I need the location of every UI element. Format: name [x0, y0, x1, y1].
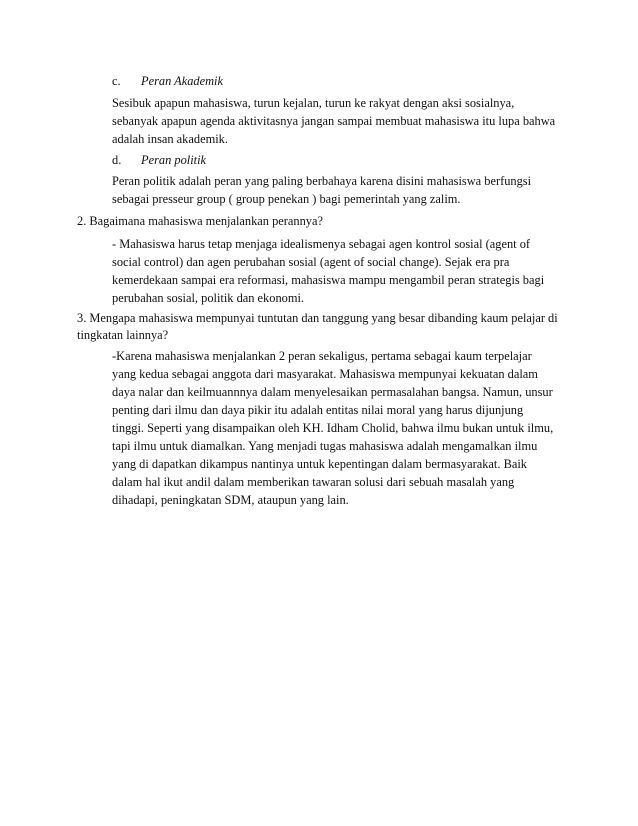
answer-2-line: kemerdekaan sampai era reformasi, mahasiswa mampu mengambil peran strategis bagi [112, 273, 545, 287]
answer-2-line: social control) dan agen perubahan sosial (agent of social change). Sejak era pra [112, 255, 510, 269]
answer-3-line: yang di dapatkan dikampus nantinya untuk kepentingan dalam bermasyarakat. Baik [112, 457, 527, 471]
answer-3-line: daya nalar dan keilmuannnya dalam menyelesaikan permasalahan bangsa. Namun, unsur [112, 385, 553, 399]
section-c-heading [112, 73, 223, 89]
answer-3-line: dihadapi, peningkatan SDM, ataupun yang lain. [112, 493, 349, 507]
answer-3-line: dalam hal ikut andil dalam memberikan tawaran solusi dari sebuah masalah yang [112, 475, 515, 489]
answer-3-line: yang kedua sebagai anggota dari masyarakat. Mahasiswa mempunyai kekuatan dalam [112, 367, 538, 381]
section-c-title: Peran Akademik [141, 74, 224, 88]
answer-3-line: tapi ilmu untuk diamalkan. Yang menjadi tugas mahasiswa adalah mengamalkan ilmu [112, 439, 538, 453]
section-c-line: adalah insan akademik. [112, 132, 228, 146]
section-c-marker: c. [112, 74, 121, 88]
answer-3-line: -Karena mahasiswa menjalankan 2 peran sekaligus, pertama sebagai kaum terpelajar [112, 349, 532, 363]
question-2: 2. Bagaimana mahasiswa menjalankan perannya? [77, 214, 323, 228]
answer-2-line: - Mahasiswa harus tetap menjaga idealismenya sebagai agen kontrol sosial (agent of [112, 237, 531, 251]
answer-3-line: tinggi. Seperti yang disampaikan oleh KH. Idham Cholid, bahwa ilmu bukan untuk ilmu, [112, 421, 554, 435]
section-d-heading [112, 152, 206, 168]
answer-3-line: penting dari ilmu dan daya pikir itu adalah entitas nilai moral yang harus dijunjung [112, 403, 524, 417]
section-c-line: Sesibuk apapun mahasiswa, turun kejalan, turun ke rakyat dengan aksi sosialnya, [112, 96, 515, 110]
section-d-marker: d. [112, 153, 122, 167]
question-3-line: tingkatan lainnya? [77, 328, 169, 342]
section-d-title: Peran politik [141, 153, 207, 167]
section-d-line: Peran politik adalah peran yang paling berbahaya karena disini mahasiswa berfungsi [112, 174, 532, 188]
answer-2-line: perubahan sosial, politik dan ekonomi. [112, 291, 305, 305]
section-c-line: sebanyak apapun agenda aktivitasnya jangan sampai membuat mahasiswa itu lupa bahwa [112, 114, 556, 128]
question-3-line: 3. Mengapa mahasiswa mempunyai tuntutan dan tanggung yang besar dibanding kaum pelajar di [77, 311, 558, 325]
section-d-line: sebagai presseur group ( group penekan ) bagi pemerintah yang zalim. [112, 192, 461, 206]
